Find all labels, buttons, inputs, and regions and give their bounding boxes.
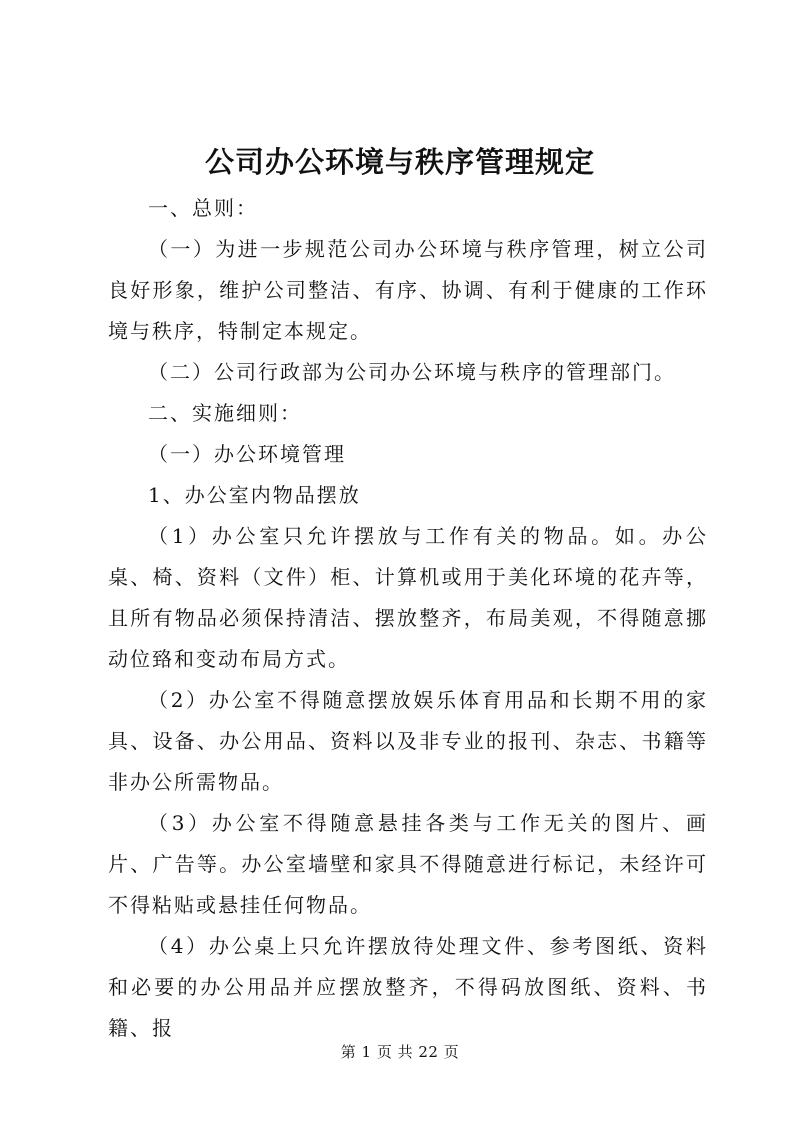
paragraph-purpose: （一）为进一步规范公司办公环境与秩序管理，树立公司良好形象，维护公司整洁、有序、协调、有利于健康的工作环境与秩序，特制定本规定。 <box>108 237 708 343</box>
document-body <box>108 188 708 1049</box>
paragraph-management-department: （二）公司行政部为公司办公环境与秩序的管理部门。 <box>148 360 676 384</box>
paragraph-rule-2: （2）办公室不得随意摆放娱乐体育用品和长期不用的家具、设备、办公用品、资料以及非专业的报刊、杂志、书籍等非办公所需物品。 <box>108 688 708 794</box>
section-heading-general: 一、总则： <box>148 196 258 220</box>
subsection-heading-office-environment: （一）办公环境管理 <box>148 442 346 466</box>
document-title: 公司办公环境与秩序管理规定 <box>204 145 595 179</box>
section-heading-implementation: 二、实施细则： <box>148 401 302 425</box>
paragraph-rule-4: （4）办公桌上只允许摆放待处理文件、参考图纸、资料和必要的办公用品并应摆放整齐，不得码放图纸、资料、书籍、报 <box>108 934 708 1040</box>
paragraph-rule-3: （3）办公室不得随意悬挂各类与工作无关的图片、画片、广告等。办公室墙壁和家具不得随意进行标记，未经许可不得粘贴或悬挂任何物品。 <box>108 811 708 917</box>
page-footer: 第 1 页 共 22 页 <box>340 1043 460 1061</box>
paragraph-rule-1: （1）办公室只允许摆放与工作有关的物品。如。办公桌、椅、资料（文件）柜、计算机或用于美化环境的花卉等，且所有物品必须保持清洁、摆放整齐，布局美观，不得随意挪动位臵和变动布局方式。 <box>108 524 708 671</box>
item-heading-office-items: 1、办公室内物品摆放 <box>148 483 361 507</box>
